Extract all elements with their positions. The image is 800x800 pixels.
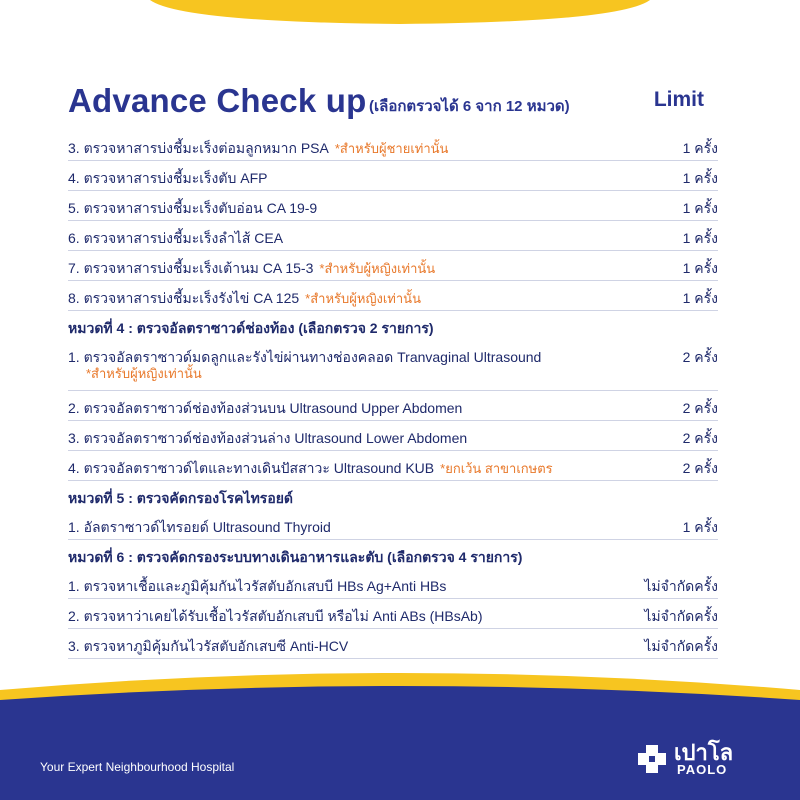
item-limit: ไม่จำกัดครั้ง xyxy=(644,638,718,654)
header xyxy=(68,82,740,122)
item-limit: 2 ครั้ง xyxy=(682,349,718,365)
category-title: หมวดที่ 4 : ตรวจอัลตราซาวด์ช่องท้อง (เลือกตรวจ 2 รายการ) xyxy=(68,320,434,336)
item-text: 4. ตรวจหาสารบ่งชี้มะเร็งตับ AFP xyxy=(68,170,268,186)
item-text: 2. ตรวจอัลตราซาวด์ช่องท้องส่วนบน Ultrasound Upper Abdomen xyxy=(68,400,463,416)
item-note: *สำหรับผู้ชายเท่านั้น xyxy=(334,141,449,156)
list-item xyxy=(68,569,718,599)
list-item xyxy=(68,221,718,251)
category-title: หมวดที่ 6 : ตรวจคัดกรองระบบทางเดินอาหารและตับ (เลือกตรวจ 4 รายการ) xyxy=(68,549,523,565)
limit-column-header: Limit xyxy=(653,88,704,111)
list-item xyxy=(68,391,718,421)
item-text: 7. ตรวจหาสารบ่งชี้มะเร็งเต้านม CA 15-3 xyxy=(68,260,314,276)
item-text: 8. ตรวจหาสารบ่งชี้มะเร็งรังไข่ CA 125 xyxy=(68,290,300,306)
item-text: 3. ตรวจหาภูมิคุ้มกันไวรัสตับอักเสบซี Anti-HCV xyxy=(68,638,349,654)
item-limit: ไม่จำกัดครั้ง xyxy=(644,578,718,594)
item-limit: 1 ครั้ง xyxy=(682,519,718,535)
top-yellow-wave xyxy=(0,0,800,40)
item-text: 2. ตรวจหาว่าเคยได้รับเชื้อไวรัสตับอักเสบบี หรือไม่ Anti ABs (HBsAb) xyxy=(68,608,483,624)
list-item xyxy=(68,629,718,659)
item-limit: 1 ครั้ง xyxy=(682,200,718,216)
category-title: หมวดที่ 5 : ตรวจคัดกรองโรคไทรอยด์ xyxy=(68,490,294,506)
item-note: *สำหรับผู้หญิงเท่านั้น xyxy=(86,366,202,381)
item-limit: 1 ครั้ง xyxy=(682,140,718,156)
list-item xyxy=(68,510,718,540)
item-limit: ไม่จำกัดครั้ง xyxy=(644,608,718,624)
list-item xyxy=(68,191,718,221)
item-limit: 2 ครั้ง xyxy=(682,430,718,446)
logo-english-text: PAOLO xyxy=(677,762,728,777)
list-item xyxy=(68,340,718,391)
item-limit: 2 ครั้ง xyxy=(682,400,718,416)
cross-logo-icon xyxy=(632,739,672,779)
page-title: Advance Check up xyxy=(68,82,367,119)
list-item xyxy=(68,599,718,629)
category-heading xyxy=(68,481,718,510)
item-note: *ยกเว้น สาขาเกษตร xyxy=(440,461,553,476)
item-text: 5. ตรวจหาสารบ่งชี้มะเร็งตับอ่อน CA 19-9 xyxy=(68,200,318,216)
list-item xyxy=(68,131,718,161)
item-limit: 1 ครั้ง xyxy=(682,260,718,276)
item-text: 1. อัลตราซาวด์ไทรอยด์ Ultrasound Thyroid xyxy=(68,519,331,535)
item-limit: 1 ครั้ง xyxy=(682,230,718,246)
item-text: 4. ตรวจอัลตราซาวด์ไตและทางเดินปัสสาวะ Ultrasound KUB xyxy=(68,460,435,476)
item-note: *สำหรับผู้หญิงเท่านั้น xyxy=(305,291,421,306)
list-item xyxy=(68,281,718,311)
item-text: 3. ตรวจหาสารบ่งชี้มะเร็งต่อมลูกหมาก PSA xyxy=(68,140,329,156)
footer-tagline: Your Expert Neighbourhood Hospital xyxy=(40,760,235,774)
item-text: 1. ตรวจอัลตราซาวด์มดลูกและรังไข่ผ่านทางช่องคลอด Tranvaginal Ultrasound xyxy=(68,349,542,365)
list-item xyxy=(68,251,718,281)
checkup-list xyxy=(68,131,728,659)
list-item xyxy=(68,451,718,481)
list-item xyxy=(68,161,718,191)
page-subtitle: (เลือกตรวจได้ 6 จาก 12 หมวด) xyxy=(369,98,570,115)
item-limit: 1 ครั้ง xyxy=(682,170,718,186)
item-text: 3. ตรวจอัลตราซาวด์ช่องท้องส่วนล่าง Ultrasound Lower Abdomen xyxy=(68,430,468,446)
category-heading xyxy=(68,540,718,569)
item-text: 6. ตรวจหาสารบ่งชี้มะเร็งลำไส้ CEA xyxy=(68,230,284,246)
category-heading xyxy=(68,311,718,340)
item-limit: 2 ครั้ง xyxy=(682,460,718,476)
paolo-logo xyxy=(632,735,752,783)
item-note: *สำหรับผู้หญิงเท่านั้น xyxy=(319,261,436,276)
item-limit: 1 ครั้ง xyxy=(682,290,718,306)
logo-thai-text: เปาโล xyxy=(674,740,734,765)
item-text: 1. ตรวจหาเชื้อและภูมิคุ้มกันไวรัสตับอักเสบบี HBs Ag+Anti HBs xyxy=(68,578,447,594)
list-item xyxy=(68,421,718,451)
